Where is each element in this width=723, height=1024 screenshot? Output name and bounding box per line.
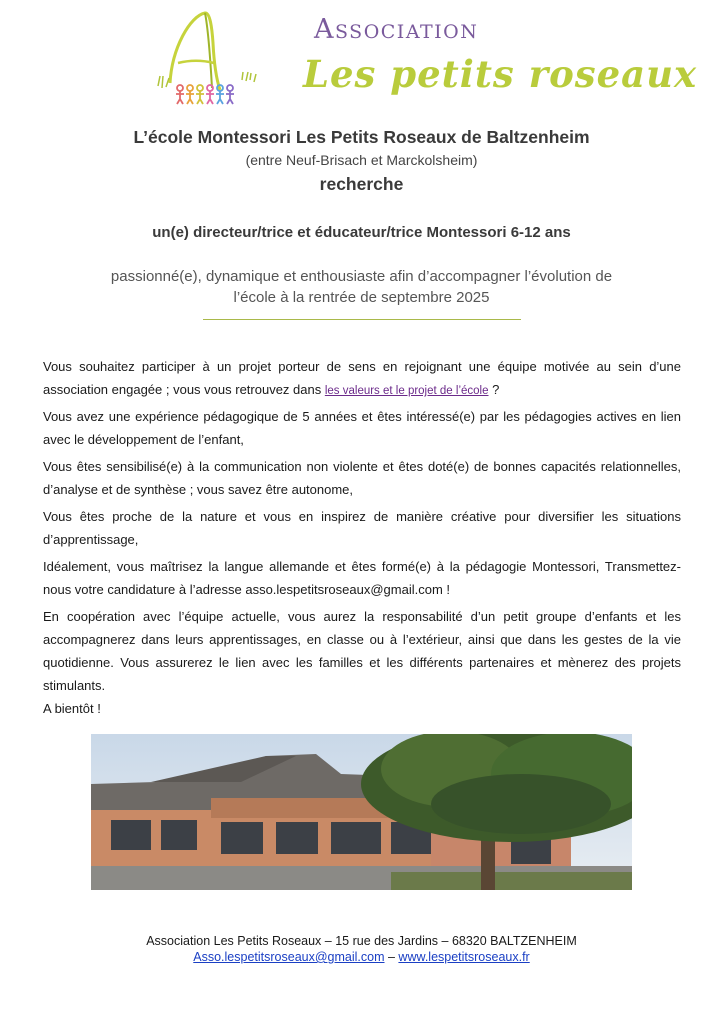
job-position-title: un(e) directeur/trice et éducateur/trice Montessori 6-12 ans — [152, 224, 571, 241]
logo-brand-text: Les petits roseaux — [303, 52, 698, 96]
paragraph-1 — [43, 355, 681, 403]
paragraph-closing: A bientôt ! — [43, 701, 101, 716]
page-title-recherche: recherche — [319, 174, 404, 194]
logo-association-text: Association — [314, 14, 479, 45]
footer-website-link[interactable]: www.lespetitsroseaux.fr — [398, 950, 530, 964]
header-divider — [203, 319, 521, 320]
paragraph-2: Vous avez une expérience pédagogique de 5 années et êtes intéressé(e) par les pédagogies actives en lien avec le développement de l’enfant, — [43, 409, 681, 447]
paragraph-1-end: ? — [488, 382, 500, 397]
paragraph-1-text: Vous souhaitez participer à un projet porteur de sens en rejoignant une équipe motivée au sein d’une association engagée ; vous vous retrouvez dans — [43, 359, 681, 397]
paragraph-4: Vous êtes proche de la nature et vous en inspirez de manière créative pour diversifier les situations d’apprentissage, — [43, 509, 681, 547]
association-logo-icon — [150, 8, 280, 108]
paragraph-6: En coopération avec l’équipe actuelle, vous aurez la responsabilité d’un petit groupe d’enfants et les accompagnerez dans leurs apprentissages, en classe ou à l’extérieur, ainsi que dans les gestes de la vie quotidienne. Vous assurerez le lien avec les familles et les différents partenaires et mènerez des projets stimulants. — [43, 609, 681, 693]
footer-address: Association Les Petits Roseaux – 15 rue des Jardins – 68320 BALTZENHEIM — [146, 934, 577, 948]
footer-email-link[interactable]: Asso.lespetitsroseaux@gmail.com — [193, 950, 385, 964]
page-title: L’école Montessori Les Petits Roseaux de Baltzenheim — [133, 127, 590, 147]
tagline-line-2: l’école à la rentrée de septembre 2025 — [233, 289, 490, 306]
paragraph-5: Idéalement, vous maîtrisez la langue allemande et êtes formé(e) à la pédagogie Montessori, Transmettez-nous votre candidature à l’adresse asso.lespetitsroseaux@gmail.com ! — [43, 559, 681, 597]
footer-contact — [0, 950, 723, 964]
tagline — [0, 266, 723, 308]
footer-separator: – — [384, 950, 399, 964]
tagline-line-1: passionné(e), dynamique et enthousiaste afin d’accompagner l’évolution de — [110, 268, 613, 285]
values-project-link[interactable]: les valeurs et le projet de l’école — [324, 385, 489, 397]
school-building-photo — [91, 734, 632, 890]
paragraph-3: Vous êtes sensibilisé(e) à la communication non violente et êtes doté(e) de bonnes capacités relationnelles, d’analyse et de synthèse ; vous savez être autonome, — [43, 459, 681, 497]
page-subtitle-location: (entre Neuf-Brisach et Marckolsheim) — [245, 152, 478, 168]
